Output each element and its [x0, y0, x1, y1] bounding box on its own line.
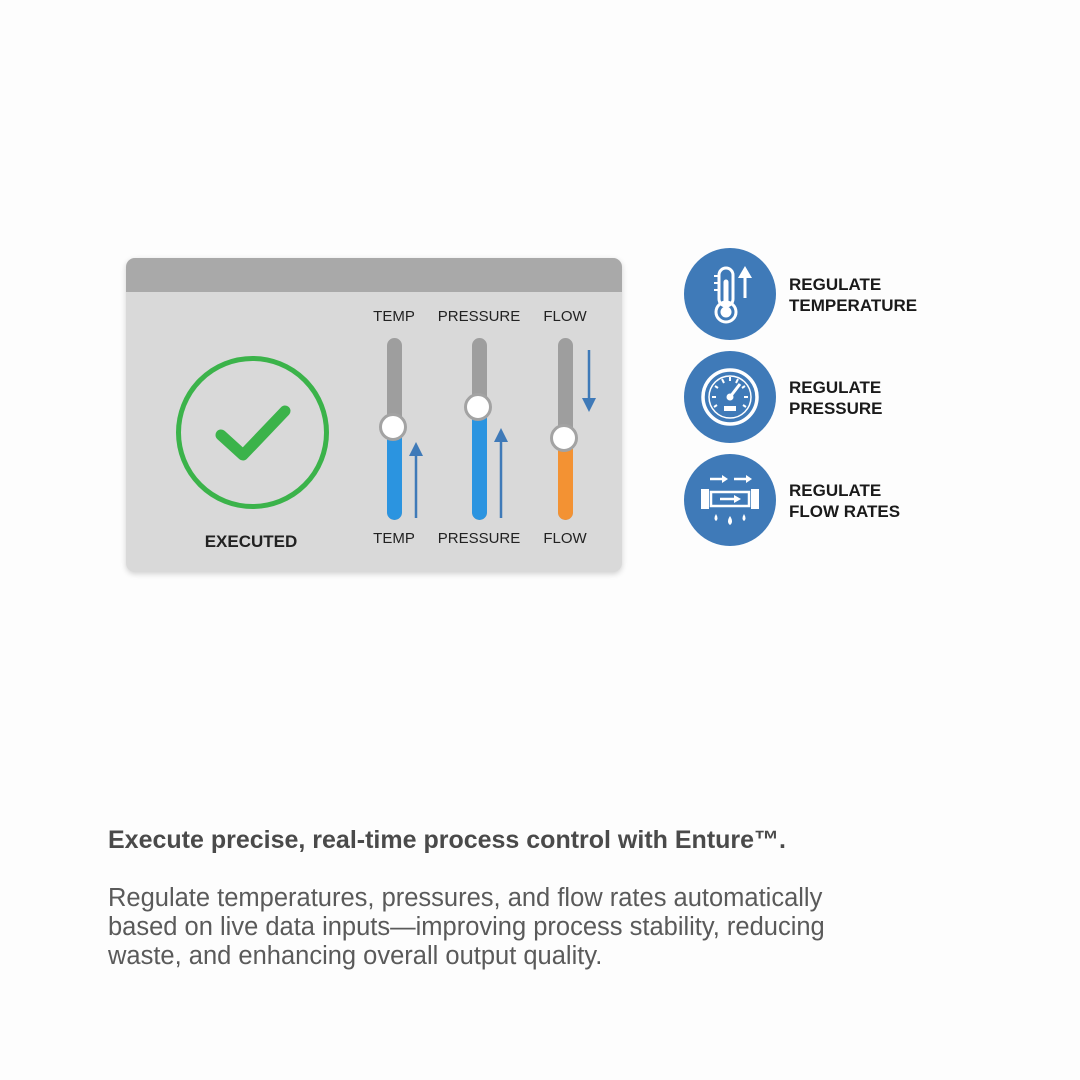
pressure-slider-bottom-label: PRESSURE — [437, 530, 521, 547]
pressure-slider[interactable] — [429, 308, 529, 558]
temp-up-arrow-icon — [408, 440, 424, 520]
feature-label-line1: REGULATE — [789, 275, 882, 294]
feature-regulate-flow-rates — [684, 454, 1044, 546]
flow-slider-knob[interactable] — [550, 424, 578, 452]
executed-label: EXECUTED — [204, 532, 298, 551]
flow-down-arrow-icon — [581, 348, 597, 414]
body-text-line: Regulate temperatures, pressures, and flow rates automatically — [108, 884, 823, 912]
flow-slider-bottom-label: FLOW — [543, 530, 587, 547]
thermometer-icon — [684, 248, 776, 340]
body-text-line: based on live data inputs—improving process stability, reducing — [108, 913, 825, 941]
body-text-line: waste, and enhancing overall output quality. — [108, 942, 603, 970]
feature-label-line2: FLOW RATES — [789, 502, 901, 521]
flow-slider-title: FLOW — [543, 308, 587, 325]
temp-slider-knob[interactable] — [379, 413, 407, 441]
feature-regulate-temperature — [684, 248, 1044, 340]
pressure-slider-title: PRESSURE — [437, 308, 521, 325]
feature-label — [789, 274, 917, 316]
pressure-gauge-icon — [684, 351, 776, 443]
feature-label-line2: PRESSURE — [789, 399, 883, 418]
executed-check-icon — [176, 356, 329, 509]
feature-regulate-pressure — [684, 351, 1044, 443]
pressure-up-arrow-icon — [493, 426, 509, 520]
pressure-slider-fill — [472, 407, 487, 520]
feature-label-line1: REGULATE — [789, 481, 882, 500]
panel-title-bar — [126, 258, 622, 292]
temp-slider-fill — [387, 427, 402, 520]
pipe-flow-icon — [684, 454, 776, 546]
temp-slider-title: TEMP — [373, 308, 415, 325]
control-panel — [126, 258, 622, 572]
body-text — [108, 884, 988, 971]
pressure-slider-track[interactable] — [472, 338, 487, 520]
feature-label-line2: TEMPERATURE — [789, 296, 918, 315]
flow-slider[interactable] — [515, 308, 615, 558]
feature-label-line1: REGULATE — [789, 378, 882, 397]
feature-label — [789, 377, 883, 419]
headline: Execute precise, real-time process control with Enture™. — [108, 826, 786, 854]
temp-slider-bottom-label: TEMP — [373, 530, 415, 547]
feature-label — [789, 480, 900, 522]
pressure-slider-knob[interactable] — [464, 393, 492, 421]
